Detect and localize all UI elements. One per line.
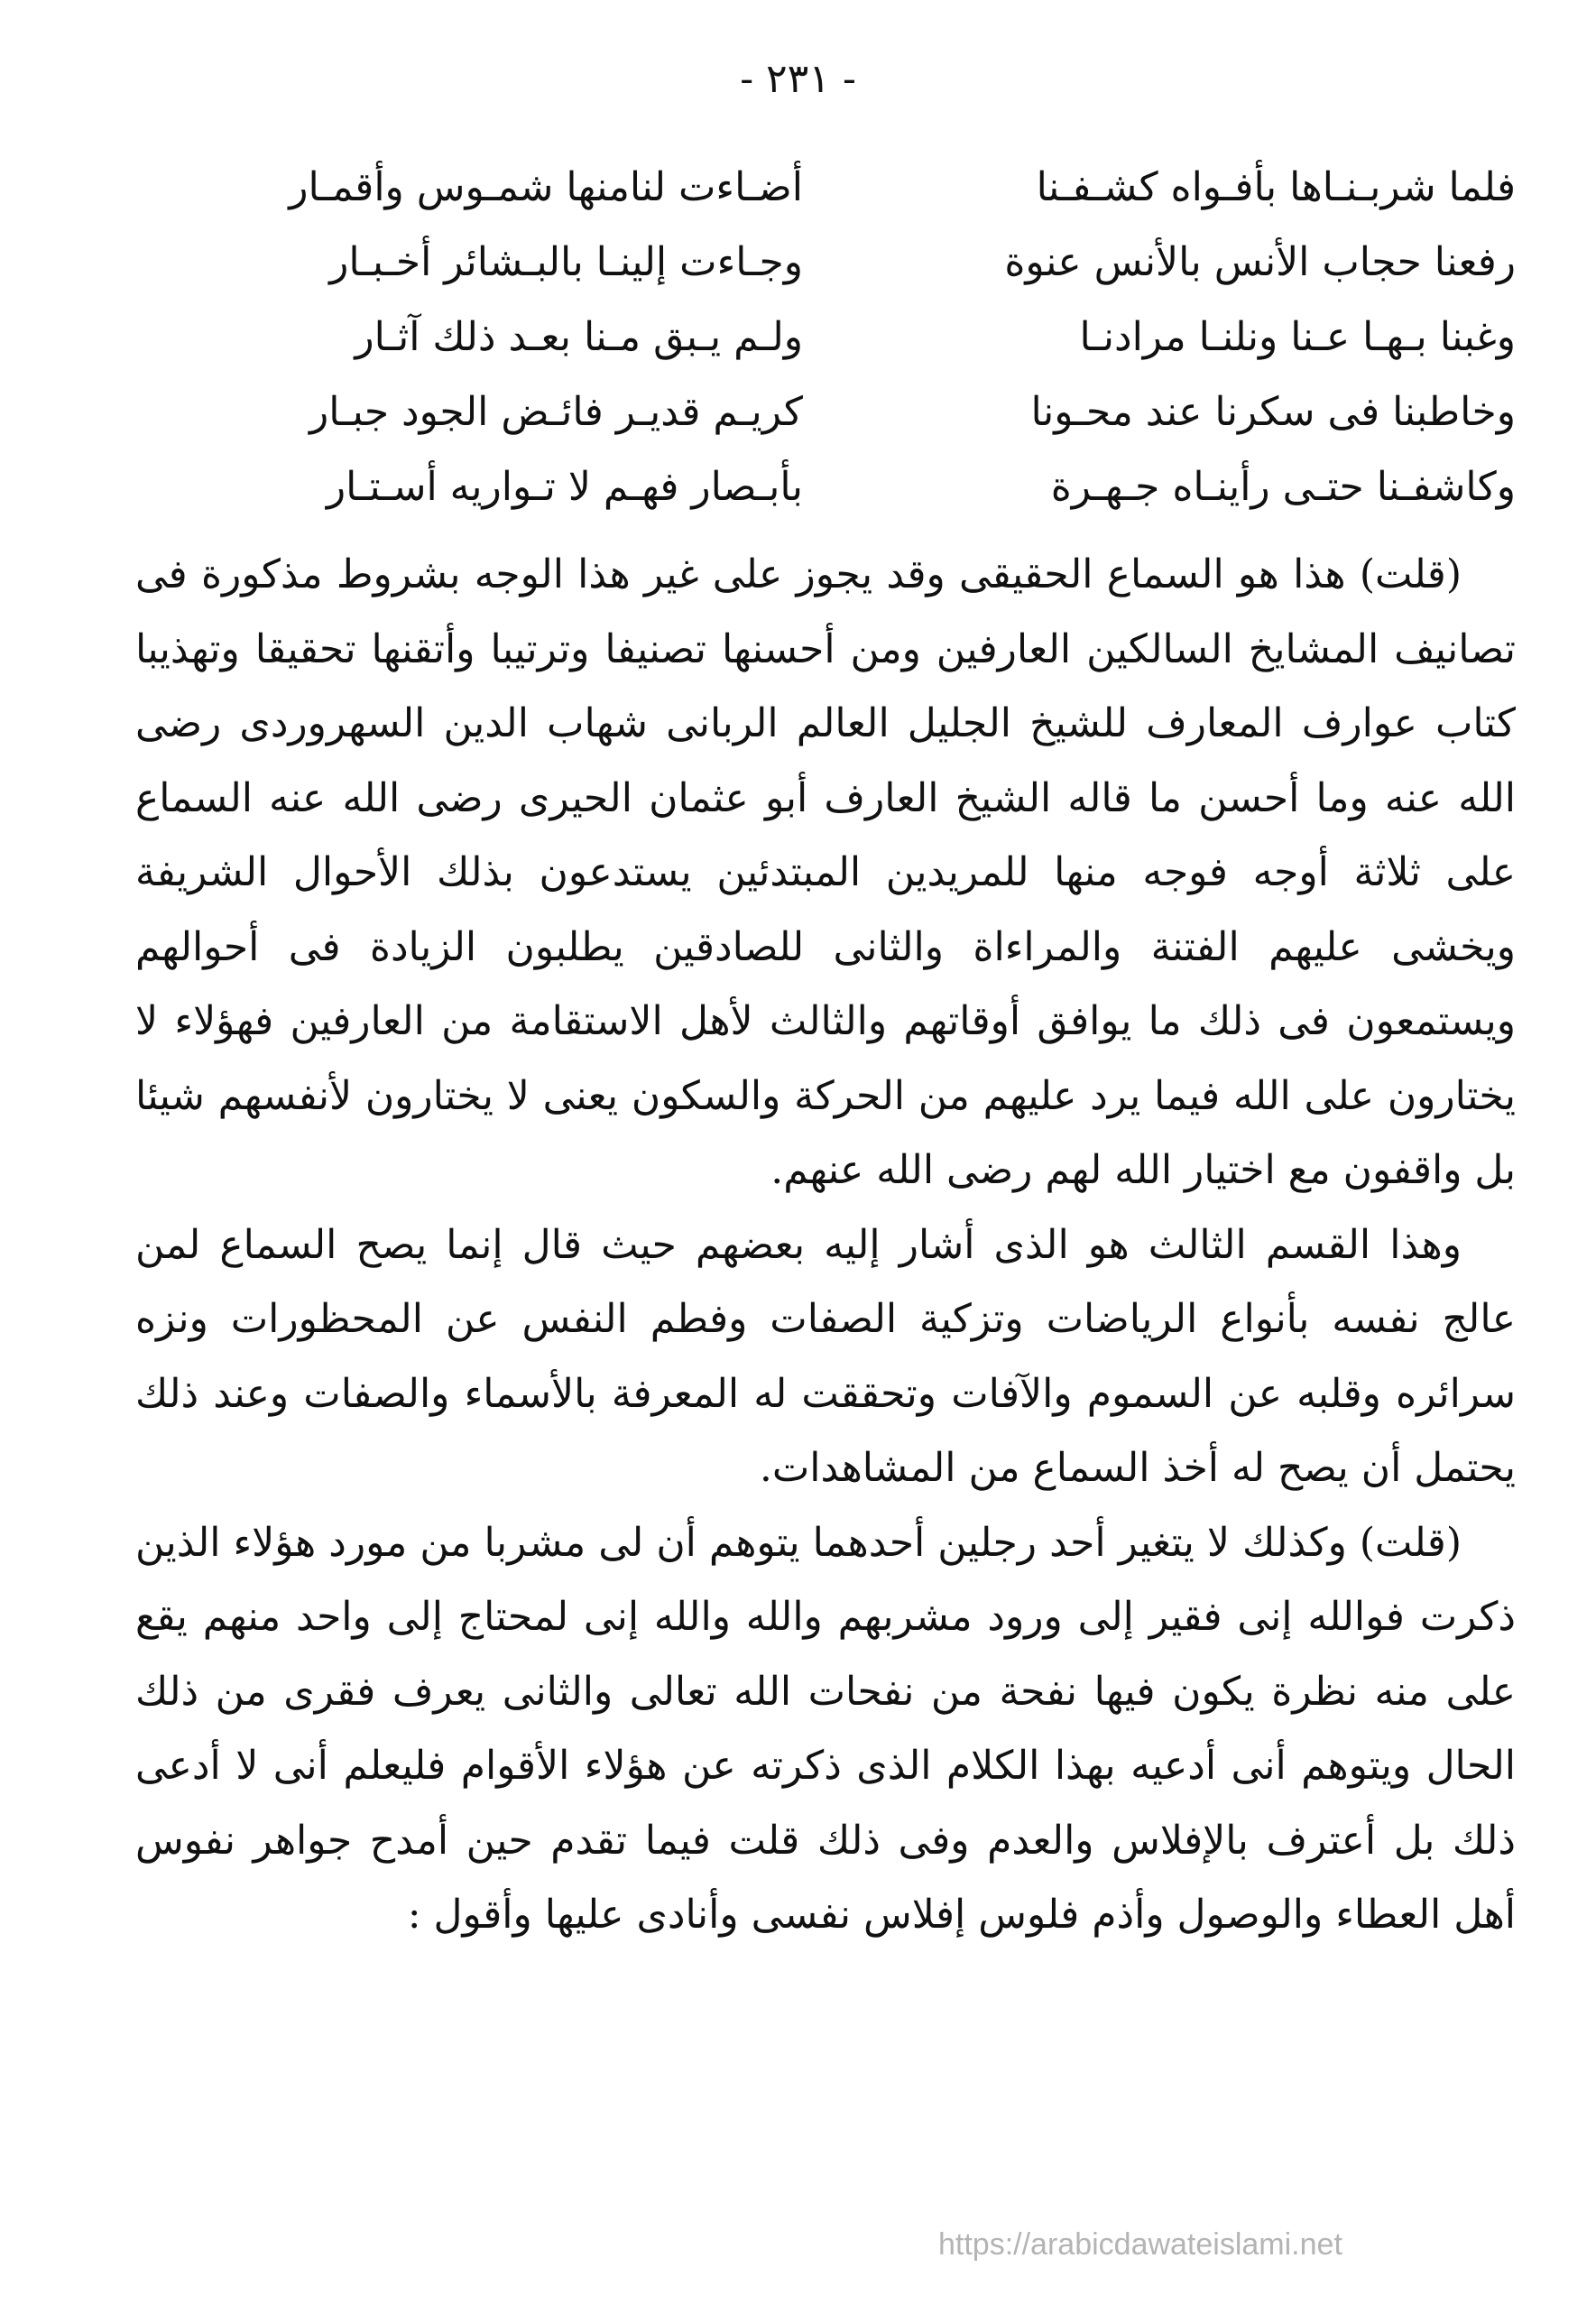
body-text [135,538,1516,1953]
verse-second-hemistich: ولـم يـبق مـنا بعـد ذلك آثـار [355,314,803,360]
verse-line [198,164,1516,239]
watermark-url: https://arabicdawateislami.net [938,2227,1342,2262]
verse-first-hemistich: فلما شربـنـاها بأفـواه كشـفـنا [1036,164,1516,210]
verse-first-hemistich: وغبنا بـهـا عـنا ونلنـا مرادنـا [1079,314,1516,360]
verse-second-hemistich: وجـاءت إلينـا بالبـشائر أخـبـار [329,239,803,285]
paragraph-author-note: (قلت) وكذلك لا يتغير أحد رجلين أحدهما يتوهم أن لى مشربا من مورد هؤلاء الذين ذكرت فوالله إنى فقير إلى ورود مشربهم والله والله إنى لمحتاج إلى واحد منهم يقع على منه نظرة يكون فيها نفحة من نفحات الله تعالى والثانى يعرف فقرى من ذلك الحال ويتوهم أنى أدعيه بهذا الكلام الذى ذكرته عن هؤلاء الأقوام فليعلم أنى لا أدعى ذلك بل أعترف بالإفلاس والعدم وفى ذلك قلت فيما تقدم حين أمدح جواهر نفوس أهل العطاء والوصول وأذم فلوس إفلاس نفسى وأنادى عليها وأقول : [135,1519,1516,1938]
poem-verses [198,164,1516,539]
verse-first-hemistich: رفعنا حجاب الأنس بالأنس عنوة [1004,239,1516,285]
verse-first-hemistich: وكاشفـنا حتـى رأينـاه جـهـرة [1050,464,1516,510]
paragraph-third-category: وهذا القسم الثالث هو الذى أشار إليه بعضهم حيث قال إنما يصح السماع لمن عالج نفسه بأنواع الرياضات وتزكية الصفات وفطم النفس عن المحظورات ونزه سرائره وقلبه عن السموم والآفات وتحققت له المعرفة بالأسماء والصفات وعند ذلك يحتمل أن يصح له أخذ السماع من المشاهدات. [135,1221,1516,1491]
verse-second-hemistich: كريـم قديـر فائـض الجود جبـار [309,389,803,435]
verse-line [198,464,1516,539]
verse-first-hemistich: وخاطبنا فى سكرنا عند محـونا [1030,389,1516,435]
verse-line [198,239,1516,314]
verse-line [198,314,1516,389]
page-number: - ٢٣١ - [740,56,856,102]
verse-second-hemistich: بأبـصار فهـم لا تـواريه أسـتـار [326,464,803,510]
verse-second-hemistich: أضـاءت لنامنها شمـوس وأقمـار [289,164,803,210]
paragraph-samaa-conditions: (قلت) هذا هو السماع الحقيقى وقد يجوز على غير هذا الوجه بشروط مذكورة فى تصانيف المشايخ السالكين العارفين ومن أحسنها تصنيفا وترتيبا وأتقنها تحقيقا وتهذيبا كتاب عوارف المعارف للشيخ الجليل العالم الربانى شهاب الدين السهروردى رضى الله عنه وما أحسن ما قاله الشيخ العارف أبو عثمان الحيرى رضى الله عنه السماع على ثلاثة أوجه فوجه منها للمريدين المبتدئين يستدعون بذلك الأحوال الشريفة ويخشى عليهم الفتنة والمراءاة والثانى للصادقين يطلبون الزيادة فى أحوالهم ويستمعون فى ذلك ما يوافق أوقاتهم والثالث لأهل الاستقامة من العارفين فهؤلاء لا يختارون على الله فيما يرد عليهم من الحركة والسكون يعنى لا يختارون لأنفسهم شيئا بل واقفون مع اختيار الله لهم رضى الله عنهم. [135,551,1516,1193]
verse-line [198,389,1516,464]
